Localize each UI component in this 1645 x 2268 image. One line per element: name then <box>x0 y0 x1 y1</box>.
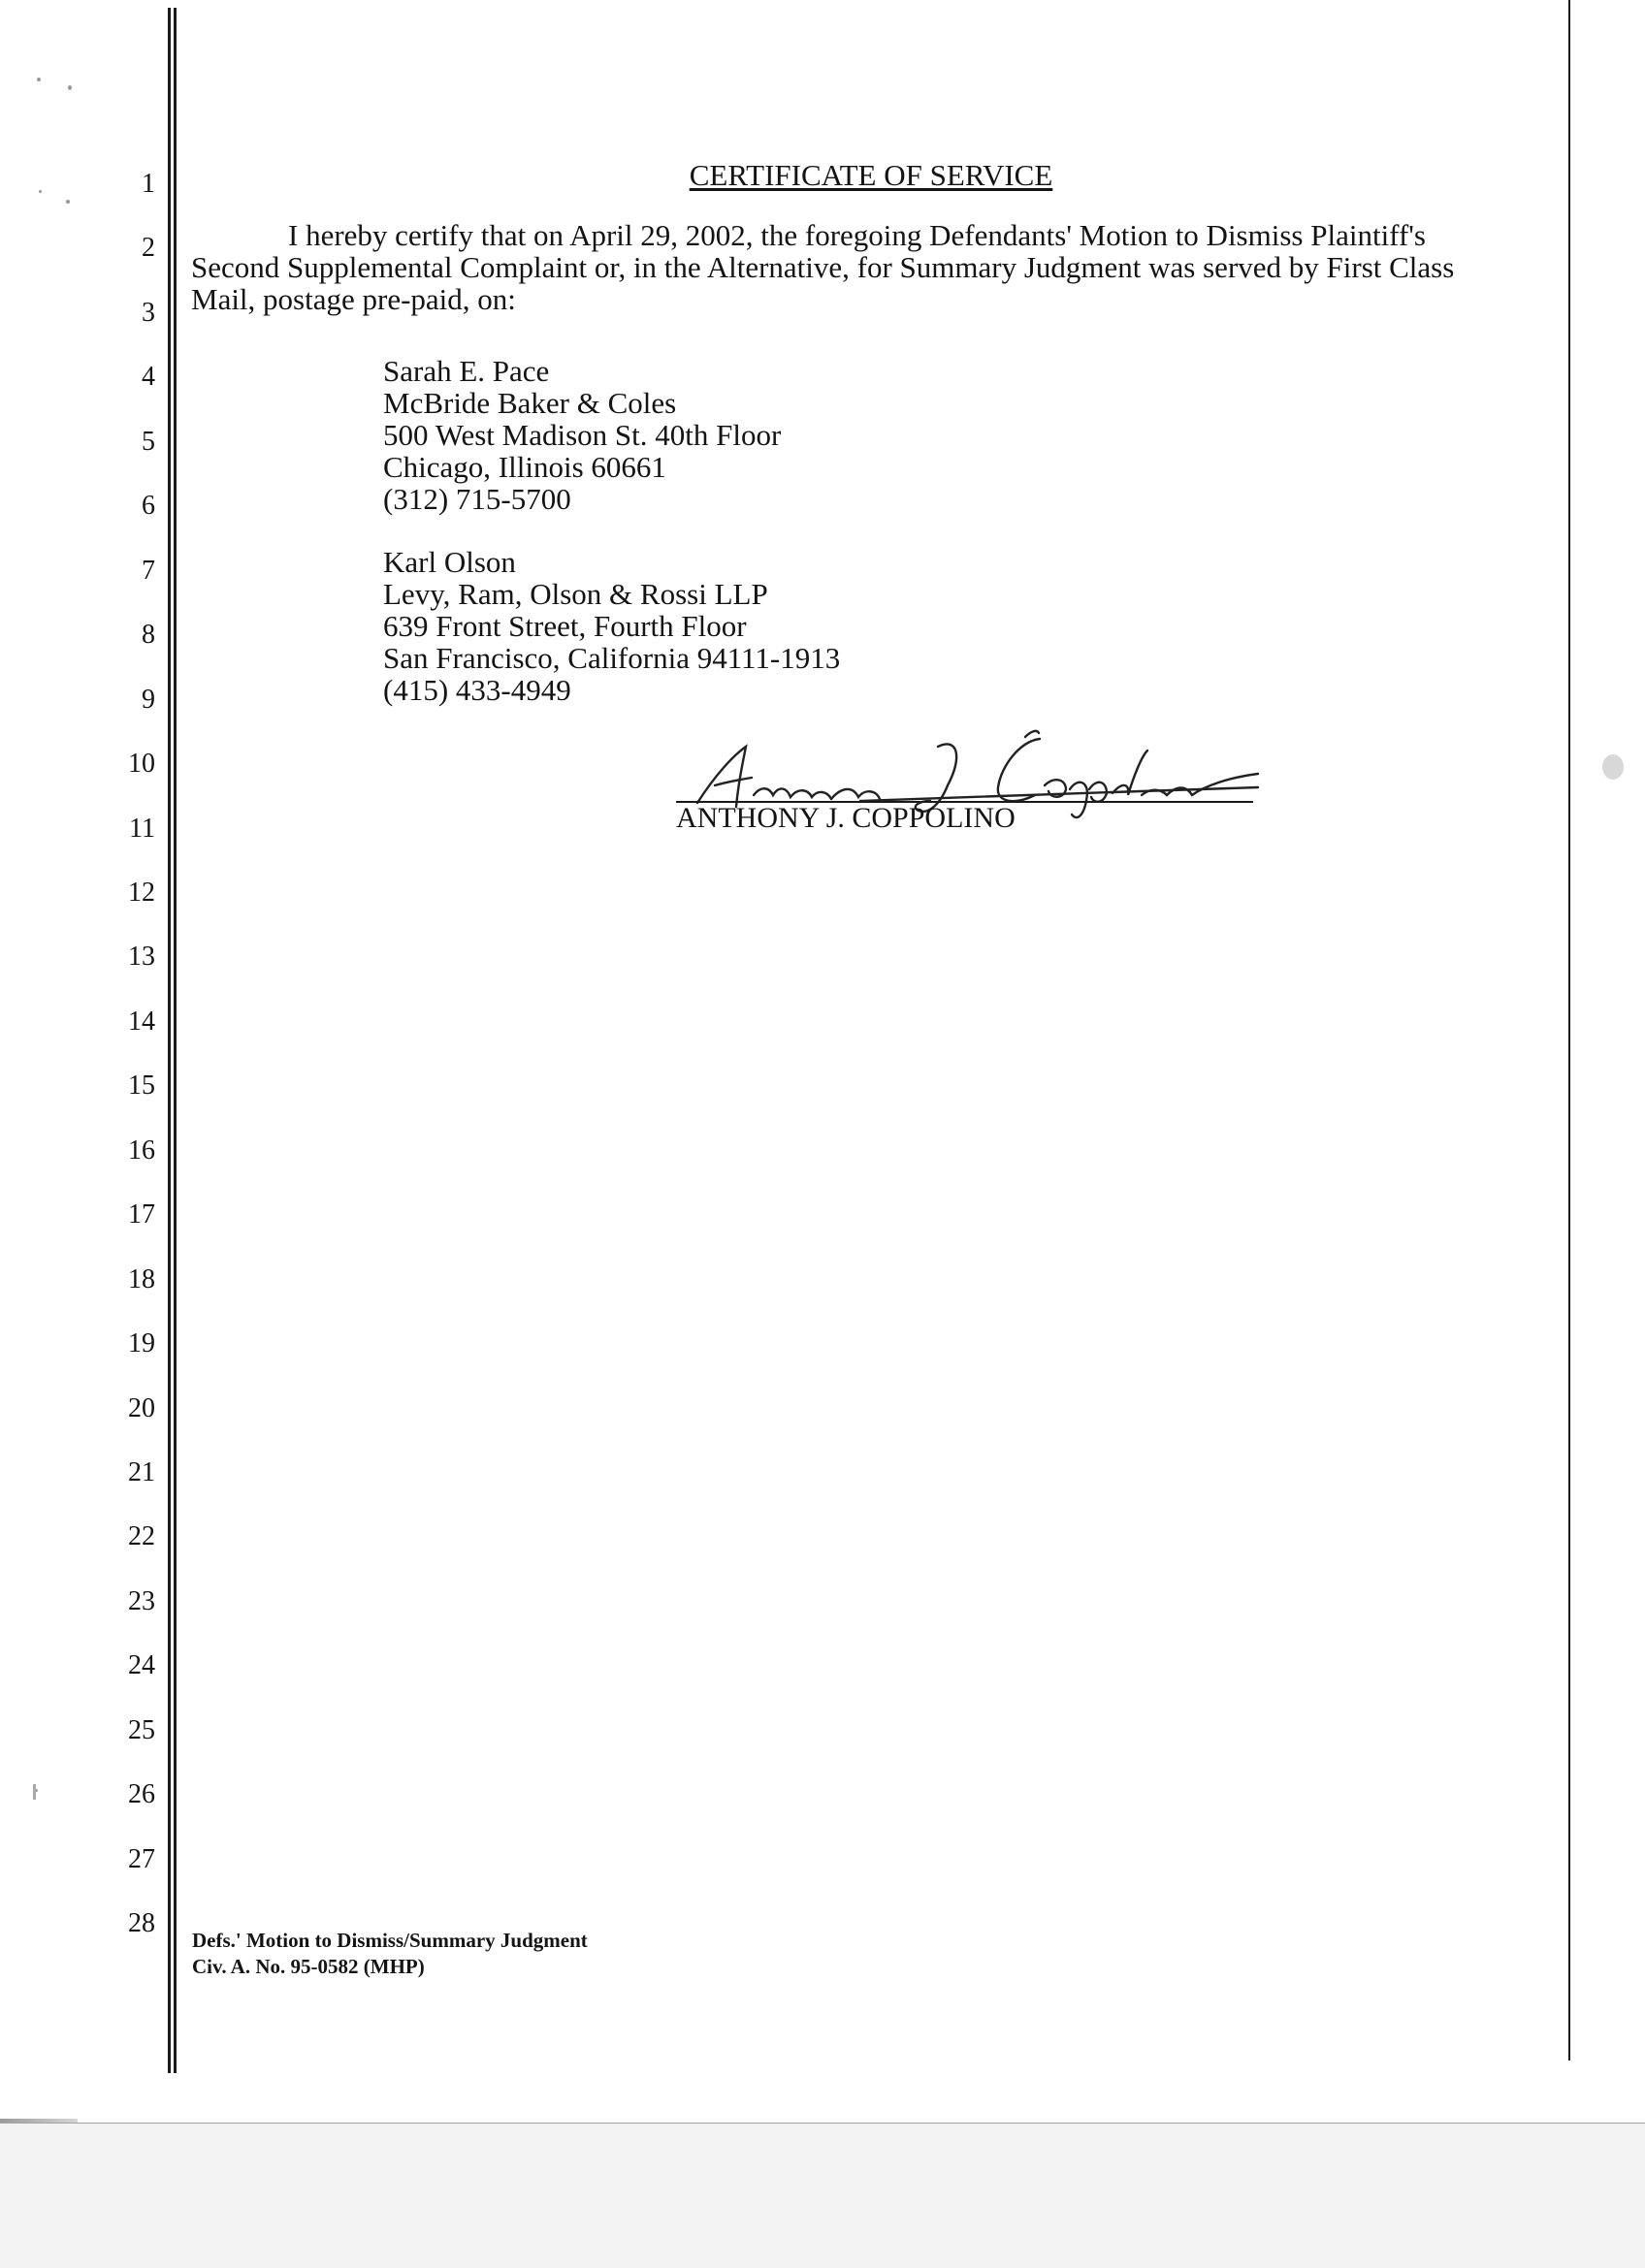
line-number: 20 <box>128 1392 155 1423</box>
line-number: 8 <box>142 620 155 651</box>
scan-background <box>0 2124 1645 2268</box>
pleading-rule-right <box>1568 0 1570 2060</box>
pleading-rule-left-inner <box>174 8 177 2073</box>
recipient-phone: (415) 433-4949 <box>383 673 571 707</box>
signature-block <box>676 718 1258 844</box>
recipient-name: Sarah E. Pace <box>383 354 550 388</box>
footer-caption: Defs.' Motion to Dismiss/Summary Judgment <box>192 1929 588 1952</box>
line-number: 26 <box>128 1779 155 1810</box>
recipient-name: Karl Olson <box>383 545 516 579</box>
recipient-city: San Francisco, California 94111-1913 <box>383 641 841 675</box>
line-number: 25 <box>128 1714 155 1745</box>
line-number: 4 <box>142 362 155 393</box>
line-number: 3 <box>142 297 155 328</box>
scan-speck <box>68 85 72 90</box>
line-number: 22 <box>128 1521 155 1552</box>
line-number: 6 <box>142 491 155 522</box>
document-title: CERTIFICATE OF SERVICE <box>689 158 1053 192</box>
line-number: 19 <box>128 1328 155 1359</box>
scan-speck <box>37 78 41 81</box>
scan-speck <box>33 1784 36 1800</box>
line-number: 2 <box>142 233 155 264</box>
line-number: 24 <box>128 1650 155 1681</box>
recipient-phone: (312) 715-5700 <box>383 482 571 516</box>
scan-speck <box>39 190 42 193</box>
recipient-firm: McBride Baker & Coles <box>383 386 677 420</box>
recipient-firm: Levy, Ram, Olson & Rossi LLP <box>383 577 768 611</box>
line-number: 16 <box>128 1134 155 1166</box>
recipient-address <box>383 546 840 706</box>
line-number: 9 <box>142 684 155 715</box>
certificate-body: I hereby certify that on April 29, 2002, the foregoing Defendants' Motion to Dismiss Plaintiff's Second Supplemental Complaint or, in the Alternative, for Summary Judgment was served by First Class Mail, postage pre-paid, on: <box>191 218 1455 316</box>
line-number: 7 <box>142 555 155 586</box>
line-number: 1 <box>142 169 155 199</box>
line-number: 17 <box>128 1199 155 1230</box>
line-number: 21 <box>128 1457 155 1487</box>
line-number: 23 <box>128 1585 155 1616</box>
line-number: 27 <box>128 1843 155 1874</box>
scan-speck <box>66 200 70 204</box>
line-number: 15 <box>128 1070 155 1102</box>
recipient-street: 500 West Madison St. 40th Floor <box>383 418 782 452</box>
recipient-address <box>383 355 781 515</box>
recipient-city: Chicago, Illinois 60661 <box>383 450 666 484</box>
footer-case-number: Civ. A. No. 95-0582 (MHP) <box>192 1955 425 1978</box>
line-number: 13 <box>128 942 155 973</box>
pleading-rule-left-outer <box>168 8 171 2073</box>
line-number: 28 <box>128 1908 155 1939</box>
line-number: 11 <box>129 813 155 844</box>
line-number: 10 <box>128 749 155 780</box>
signer-name: ANTHONY J. COPPOLINO <box>676 802 1016 834</box>
scan-speck <box>1602 754 1624 780</box>
line-number: 12 <box>128 877 155 908</box>
document-footer <box>192 1928 588 1980</box>
line-number: 18 <box>128 1263 155 1294</box>
recipient-street: 639 Front Street, Fourth Floor <box>383 609 747 643</box>
line-number: 14 <box>128 1006 155 1037</box>
line-number: 5 <box>142 426 155 457</box>
